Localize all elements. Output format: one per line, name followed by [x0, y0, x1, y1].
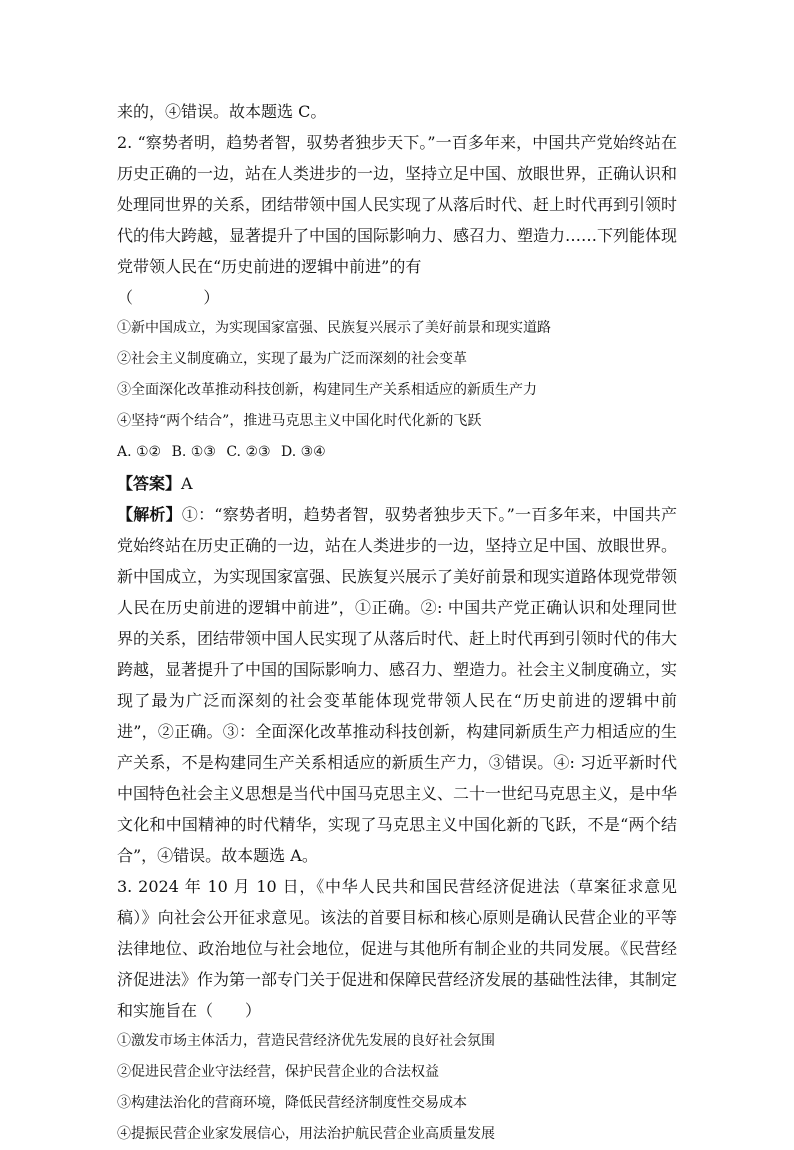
- q2-blank-parens: （ ）: [117, 288, 220, 307]
- q2-choice-b: B. ①③: [171, 444, 216, 460]
- previous-question-tail: 来的，④错误。故本题选 C。: [117, 102, 327, 121]
- q2-choice-d: D. ③④: [281, 444, 326, 460]
- q2-option-4: ④坚持“两个结合”，推进马克思主义中国化时代化新的飞跃: [117, 413, 482, 429]
- q2-option-2: ②社会主义制度确立，实现了最为广泛而深刻的社会变革: [117, 351, 467, 367]
- answer-value: A: [181, 474, 193, 493]
- q3-option-3: ③构建法治化的营商环境，降低民营经济制度性交易成本: [117, 1095, 467, 1111]
- q2-option-3: ③全面深化改革推动科技创新，构建同生产关系相适应的新质生产力: [117, 382, 537, 398]
- analysis-text: ①：“察势者明，趋势者智，驭势者独步天下。”一百多年来，中国共产党始终站在历史正确的一边，站在人类进步的一边，坚持立足中国、放眼世界。新中国成立，为实现国家富强、民族复兴展示了美好前景和现实道路体现党带领人民在历史前进的逻辑中前进”，①正确。②: 中国共产党正确认识和处理同世界的关系，团结带领中国人民实现了从落后时代、赶上时代再到引领时代的伟大跨越，显著提升了中国的国际影响力、感召力、塑造力。社会主义制度确立，实现了最为广泛而深刻的社会变革能体现党带领人民在“历史前进的逻辑中前进”，②正确。③：全面深化改革推动科技创新，构建同新质生产力相适应的生产关系，不是构建同生产关系相适应的新质生产力，③错误。④: 习近平新时代中国特色社会主义思想是当代中国马克思主义、二十一世纪马克思主义，是中华文化和中国精神的时代精华，实现了马克思主义中国化新的飞跃，不是“两个结合”，④错误。故本题选 A。: [117, 505, 678, 865]
- answer-label: 【答案】: [117, 474, 182, 493]
- q3-option-2: ②促进民营企业守法经营，保护民营企业的合法权益: [117, 1064, 439, 1080]
- q2-choice-a: A. ①②: [117, 444, 162, 460]
- q3-option-4: ④提振民营企业家发展信心，用法治护航民营企业高质量发展: [117, 1126, 495, 1142]
- analysis-label: 【解析】: [117, 505, 182, 524]
- q2-option-1: ①新中国成立，为实现国家富强、民族复兴展示了美好前景和现实道路: [117, 320, 551, 336]
- q2-stem: [117, 127, 677, 282]
- q2-stem-text: 2. “察势者明，趋势者智，驭势者独步天下。”一百多年来，中国共产党始终站在历史正确的一边，站在人类进步的一边，坚持立足中国、放眼世界，正确认识和处理同世界的关系，团结带领中国人民实现了从落后时代、赶上时代再到引领时代的伟大跨越，显著提升了中国的国际影响力、感召力、塑造力……下列能体现党带领人民在“历史前进的逻辑中前进”的有: [117, 133, 678, 276]
- q2-answer: [117, 468, 677, 499]
- document-content: [117, 96, 677, 1150]
- q2-analysis: [117, 499, 677, 871]
- q3-option-1: ①激发市场主体活力，营造民营经济优先发展的良好社会氛围: [117, 1033, 495, 1049]
- q2-choices: [117, 437, 677, 468]
- q3-stem: 3. 2024 年 10 月 10 日，《中华人民共和国民营经济促进法（草案征求意见稿）》向社会公开征求意见。该法的首要目标和核心原则是确认民营企业的平等法律地位、政治地位与社会地位，促进与其他所有制企业的共同发展。《民营经济促进法》作为第一部专门关于促进和保障民营经济发展的基础性法律，其制定和实施旨在（ ）: [117, 877, 678, 1020]
- q2-choice-c: C. ②③: [226, 444, 271, 460]
